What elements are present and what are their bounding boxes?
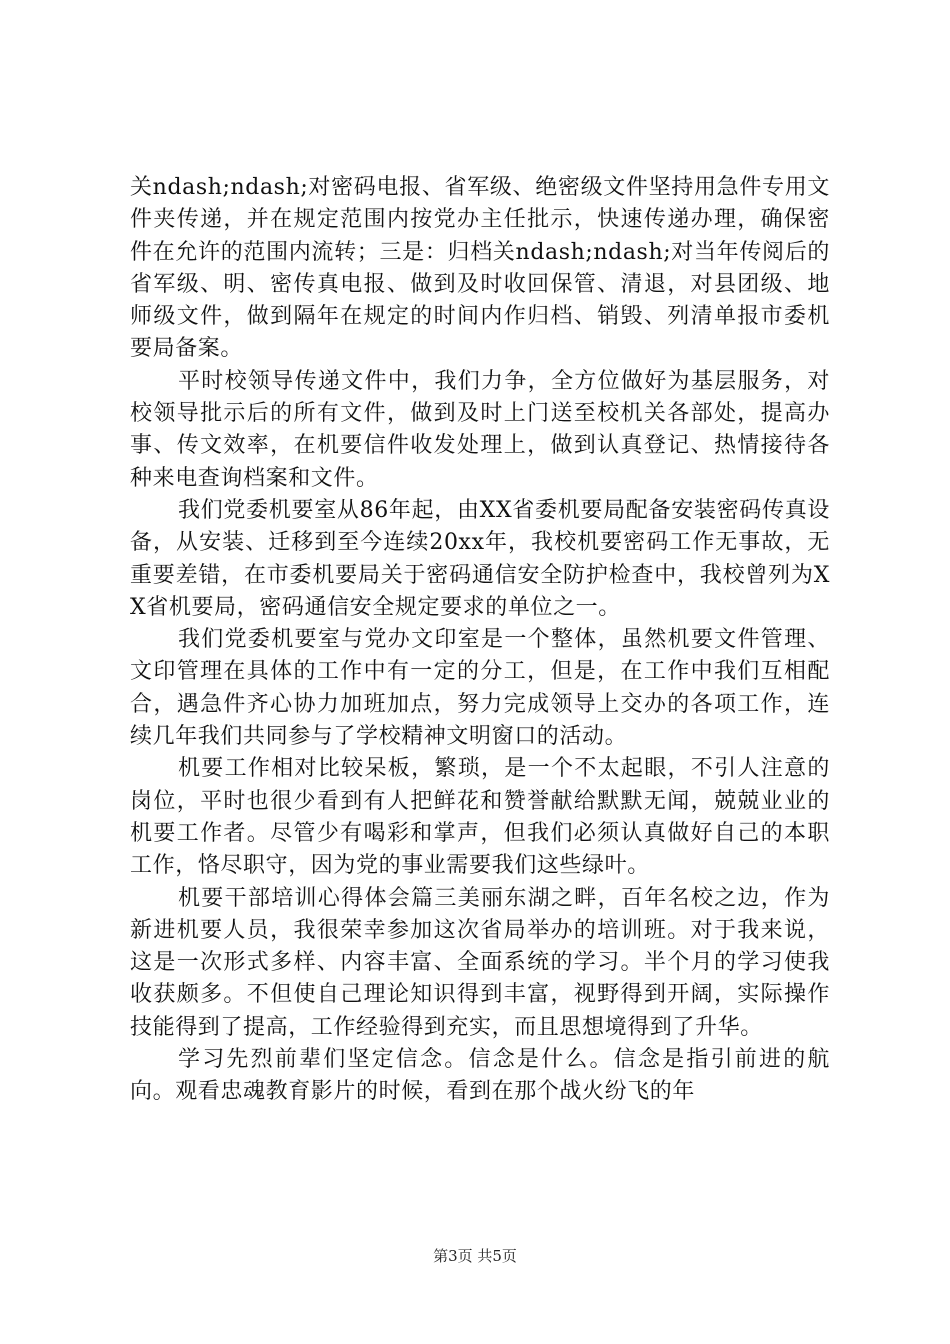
- paragraph-5: 机要工作相对比较呆板，繁琐，是一个不太起眼，不引人注意的岗位，平时也很少看到有人把鲜花和赞誉献给默默无闻，兢兢业业的机要工作者。尽管少有喝彩和掌声，但我们必须认真做好自己的本职工作，恪尽职守，因为党的事业需要我们这些绿叶。: [130, 756, 830, 879]
- page-footer: 第3页 共5页: [433, 1247, 517, 1265]
- paragraph-4: 我们党委机要室与党办文印室是一个整体，虽然机要文件管理、文印管理在具体的工作中有一定的分工，但是，在工作中我们互相配合，遇急件齐心协力加班加点，努力完成领导上交办的各项工作，连续几年我们共同参与了学校精神文明窗口的活动。: [130, 627, 830, 750]
- paragraph-2: 平时校领导传递文件中，我们力争，全方位做好为基层服务，对校领导批示后的所有文件，做到及时上门送至校机关各部处，提高办事、传文效率，在机要信件收发处理上，做到认真登记、热情接待各种来电查询档案和文件。: [130, 368, 830, 491]
- paragraph-7: 学习先烈前辈们坚定信念。信念是什么。信念是指引前进的航向。观看忠魂教育影片的时候，看到在那个战火纷飞的年: [130, 1047, 830, 1105]
- paragraph-3: 我们党委机要室从86年起，由XX省委机要局配备安装密码传真设备，从安装、迁移到至今连续20xx年，我校机要密码工作无事故，无重要差错，在市委机要局关于密码通信安全防护检查中，我校曾列为XX省机要局，密码通信安全规定要求的单位之一。: [130, 497, 830, 620]
- paragraph-1: 关ndash;ndash;对密码电报、省军级、绝密级文件坚持用急件专用文件夹传递，并在规定范围内按党办主任批示，快速传递办理，确保密件在允许的范围内流转；三是：归档关ndash;ndash;对当年传阅后的省军级、明、密传真电报、做到及时收回保管、清退，对县团级、地师级文件，做到隔年在规定的时间内作归档、销毁、列清单报市委机要局备案。: [130, 175, 830, 362]
- document-body: [130, 172, 830, 1109]
- paragraph-6: 机要干部培训心得体会篇三美丽东湖之畔，百年名校之边，作为新进机要人员，我很荣幸参加这次省局举办的培训班。对于我来说，这是一次形式多样、内容丰富、全面系统的学习。半个月的学习使我收获颇多。不但使自己理论知识得到丰富，视野得到开阔，实际操作技能得到了提高，工作经验得到充实，而且思想境得到了升华。: [130, 885, 830, 1040]
